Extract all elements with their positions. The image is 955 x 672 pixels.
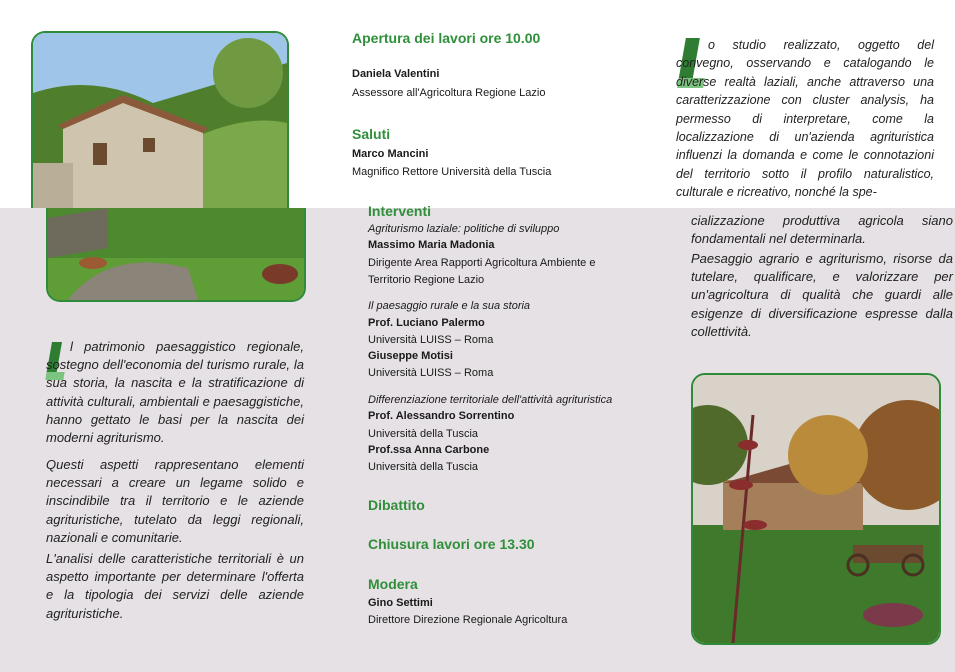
- garden-photo: [691, 373, 941, 645]
- interventions-heading: Interventi: [368, 203, 432, 219]
- greetings-person-role: Magnifico Rettore Università della Tuscia: [352, 166, 552, 178]
- closing-heading: Chiusura lavori ore 13.30: [368, 536, 535, 552]
- speaker-2-name: Prof. Luciano Palermo: [368, 317, 485, 329]
- left-paragraph-1: l patrimonio paesaggistico regionale, sostegno dell'economia del turismo rurale, la sua storia, la nascita e la stratificazione di attività culturali, ambientali e paesaggistiche, hanno gettato le basi per la nascita dei moderni agriturismo.: [46, 339, 304, 446]
- opening-person-name: Daniela Valentini: [352, 68, 440, 80]
- speaker-3-role: Università LUISS – Roma: [368, 367, 494, 379]
- topic-1: Agriturismo laziale: politiche di sviluppo: [368, 223, 560, 235]
- right-paragraph-2: Paesaggio agrario e agriturismo, risorse da tutelare, qualificare, e valorizzare per un'agricoltura di qualità che guardi alle esigenze di diversificazione espresse dalla collettività.: [691, 251, 953, 339]
- speaker-3-name: Giuseppe Motisi: [368, 350, 453, 362]
- farmhouse-photo: [31, 31, 289, 208]
- right-paragraph-1-bottom: cializzazione produttiva agricola siano fondamentali nel determinarla.: [691, 213, 953, 247]
- debate-heading: Dibattito: [368, 497, 425, 513]
- greetings-heading: Saluti: [352, 126, 391, 142]
- moderator-role: Direttore Direzione Regionale Agricoltura: [368, 614, 568, 626]
- moderator-heading: Modera: [368, 576, 418, 592]
- right-paragraph-1-top: o studio realizzato, oggetto del convegno, osservando e catalogando le diverse realtà laziali, anche attraverso una caratterizzazione con cluster analysis, ha permesso di interpretare, come la localizzazione di un'azienda agrituristica influenzi la domanda e come le connotazioni del territorio sotto il profilo naturalistico, culturale e ricreativo, nonché la spe-: [676, 38, 934, 200]
- garden-photo-lower: [46, 208, 306, 302]
- speaker-5-role: Università della Tuscia: [368, 461, 479, 473]
- speaker-1-name: Massimo Maria Madonia: [368, 239, 495, 251]
- opening-heading: Apertura dei lavori ore 10.00: [352, 30, 541, 46]
- speaker-1-role-line1: Dirigente Area Rapporti Agricoltura Ambiente e: [368, 257, 596, 269]
- topic-3: Differenziazione territoriale dell'attività agrituristica: [368, 394, 613, 406]
- left-paragraph-3: L'analisi delle caratteristiche territoriali è un aspetto importante per determinare l'offerta e la tipologia dei servizi delle aziende agrituristiche.: [46, 551, 304, 621]
- left-paragraph-2: Questi aspetti rappresentano elementi necessari a creare un legame solido e inscindibile tra il territorio e le aziende agrituristiche, tutelato da leggi regionali, nazionali e comunitarie.: [46, 457, 304, 545]
- topic-2: Il paesaggio rurale e la sua storia: [368, 300, 531, 312]
- speaker-1-role-line2: Territorio Regione Lazio: [368, 274, 485, 286]
- speaker-5-name: Prof.ssa Anna Carbone: [368, 444, 490, 456]
- greetings-person-name: Marco Mancini: [352, 148, 429, 160]
- moderator-name: Gino Settimi: [368, 597, 433, 609]
- opening-person-role: Assessore all'Agricoltura Regione Lazio: [352, 87, 546, 99]
- speaker-4-name: Prof. Alessandro Sorrentino: [368, 410, 515, 422]
- speaker-4-role: Università della Tuscia: [368, 428, 479, 440]
- speaker-2-role: Università LUISS – Roma: [368, 334, 494, 346]
